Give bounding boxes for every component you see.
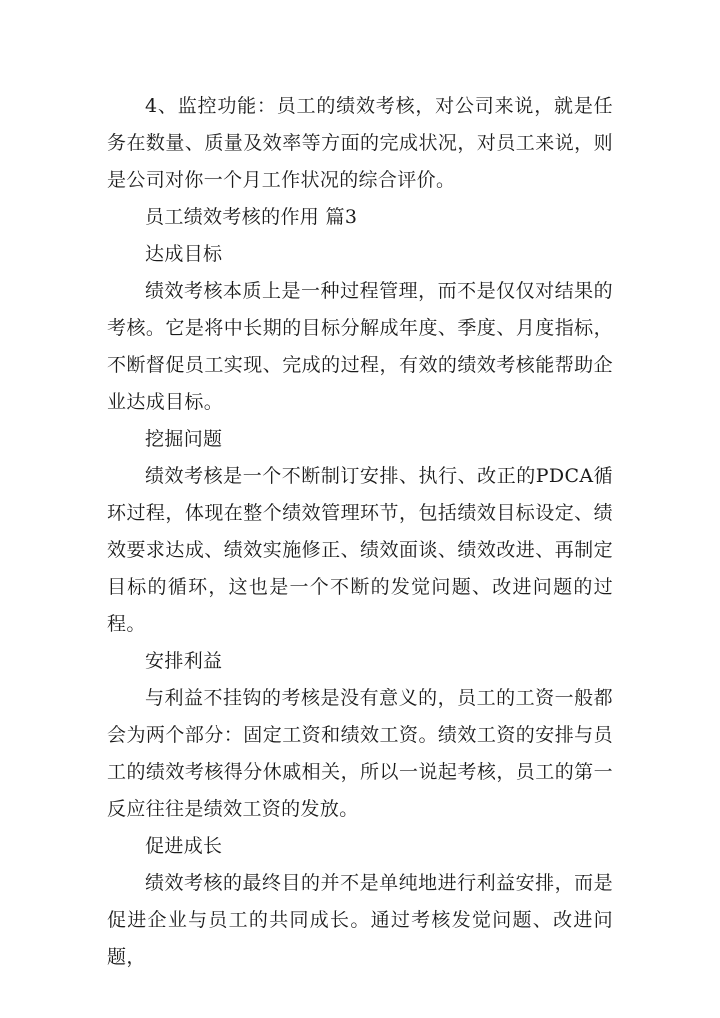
- paragraph-find-problems: 绩效考核是一个不断制订安排、执行、改正的PDCA循环过程，体现在整个绩效管理环节，包括绩效目标设定、绩效要求达成、绩效实施修正、绩效面谈、绩效改进、再制定目标的循环，这也是一个不断的发觉问题、改进问题的过程。: [107, 465, 613, 635]
- paragraph-achieve-goals: 绩效考核本质上是一种过程管理，而不是仅仅对结果的考核。它是将中长期的目标分解成年度、季度、月度指标，不断督促员工实现、完成的过程，有效的绩效考核能帮助企业达成目标。: [107, 280, 613, 413]
- paragraph-promote-growth: 绩效考核的最终目的并不是单纯地进行利益安排，而是促进企业与员工的共同成长。通过考核发觉问题、改进问题，: [107, 872, 613, 968]
- subheading-arrange-benefits: 安排利益: [145, 650, 223, 672]
- subheading-find-problems: 挖掘问题: [145, 428, 223, 450]
- subheading-achieve-goals: 达成目标: [145, 243, 223, 265]
- section-title: 员工绩效考核的作用 篇3: [145, 206, 358, 228]
- subheading-promote-growth: 促进成长: [145, 835, 223, 857]
- document-body: [107, 88, 613, 976]
- paragraph-arrange-benefits: 与利益不挂钩的考核是没有意义的，员工的工资一般都会为两个部分：固定工资和绩效工资。绩效工资的安排与员工的绩效考核得分休戚相关，所以一说起考核，员工的第一反应往往是绩效工资的发放。: [107, 687, 613, 820]
- paragraph-monitoring-function: 4、监控功能：员工的绩效考核，对公司来说，就是任务在数量、质量及效率等方面的完成状况，对员工来说，则是公司对你一个月工作状况的综合评价。: [107, 95, 613, 191]
